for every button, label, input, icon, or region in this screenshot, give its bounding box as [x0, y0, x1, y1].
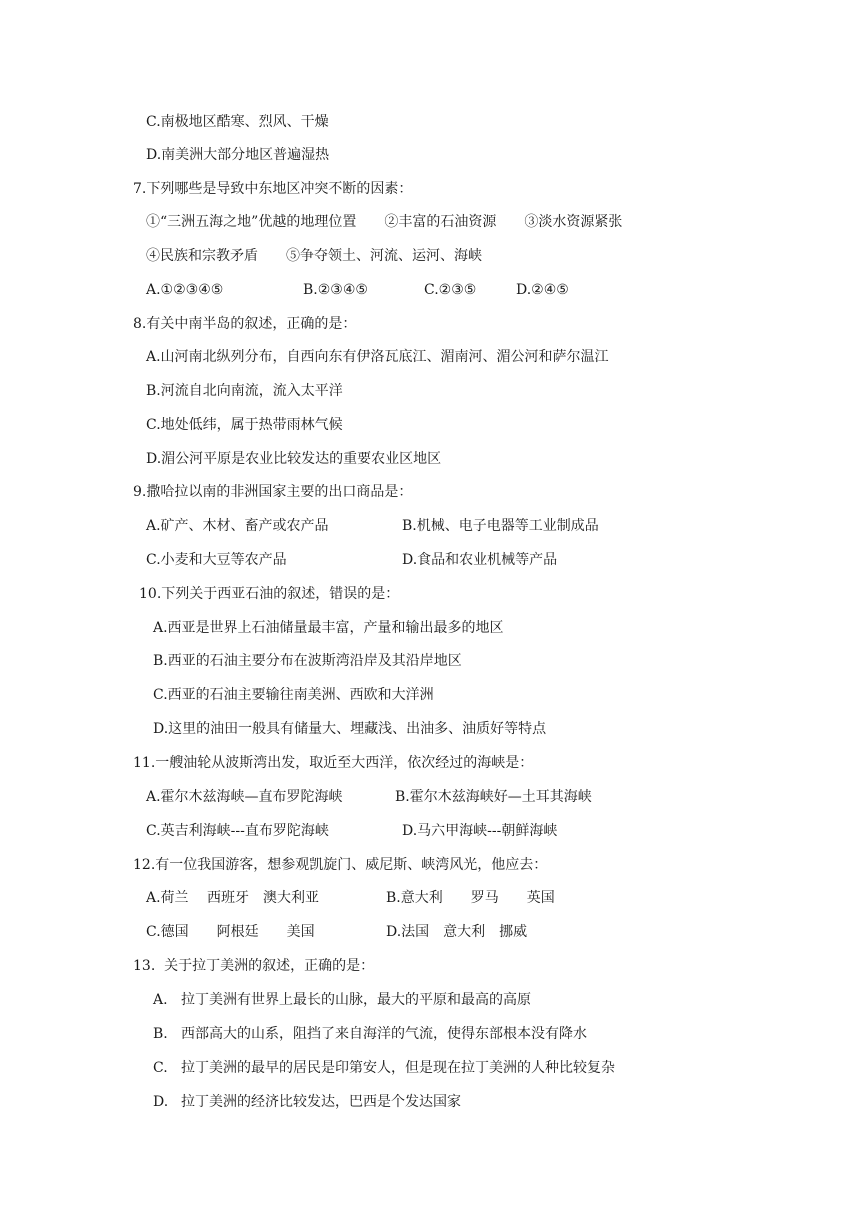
option: A.①②③④⑤: [146, 282, 224, 298]
option: A.荷兰 西班牙 澳大利亚: [146, 890, 320, 906]
option: B.机械、电子电器等工业制成品: [402, 518, 599, 534]
text-line: ①“三洲五海之地”优越的地理位置 ②丰富的石油资源 ③淡水资源紧张: [146, 214, 623, 230]
option: B.意大利 罗马 英国: [386, 890, 555, 906]
option-letter: B.: [153, 1026, 168, 1042]
question-9-stem: 9.撒哈拉以南的非洲国家主要的出口商品是：: [133, 484, 413, 500]
option: C.小麦和大豆等农产品: [146, 552, 287, 568]
option: B.河流自北向南流，流入太平洋: [146, 383, 343, 399]
question-12-stem: 12.有一位我国游客，想参观凯旋门、威尼斯、峡湾风光，他应去：: [133, 857, 548, 873]
option: 拉丁美洲的经济比较发达，巴西是个发达国家: [181, 1094, 461, 1110]
question-7-stem: 7.下列哪些是导致中东地区冲突不断的因素：: [133, 181, 413, 197]
option-letter: C.: [153, 1060, 168, 1076]
option: B.②③④⑤: [303, 282, 368, 298]
option: A.霍尔木兹海峡—直布罗陀海峡: [146, 789, 343, 805]
option: 拉丁美洲的最早的居民是印第安人，但是现在拉丁美洲的人种比较复杂: [181, 1060, 615, 1076]
option: B.西亚的石油主要分布在波斯湾沿岸及其沿岸地区: [153, 653, 462, 669]
option: C.西亚的石油主要输往南美洲、西欧和大洋洲: [153, 687, 434, 703]
option: C.②③⑤: [424, 282, 477, 298]
option: D.马六甲海峡---朝鲜海峡: [402, 823, 558, 839]
option: C.英吉利海峡---直布罗陀海峡: [146, 823, 329, 839]
question-10-stem: 10.下列关于西亚石油的叙述，错误的是：: [139, 586, 400, 602]
option-letter: D.: [153, 1094, 169, 1110]
option: D.食品和农业机械等产品: [402, 552, 558, 568]
option: B.霍尔木兹海峡好—土耳其海峡: [395, 789, 592, 805]
option: 西部高大的山系，阻挡了来自海洋的气流，使得东部根本没有降水: [181, 1026, 587, 1042]
question-11-stem: 11.一艘油轮从波斯湾出发，取近至大西洋，依次经过的海峡是：: [133, 755, 534, 771]
option: D.②④⑤: [516, 282, 569, 298]
option: A.山河南北纵列分布，自西向东有伊洛瓦底江、湄南河、湄公河和萨尔温江: [146, 349, 609, 365]
question-13-stem: 13. 关于拉丁美洲的叙述，正确的是：: [133, 958, 375, 974]
option: D.这里的油田一般具有储量大、埋藏浅、出油多、油质好等特点: [153, 721, 547, 737]
text-line: ④民族和宗教矛盾 ⑤争夺领土、河流、运河、海峡: [146, 248, 482, 264]
option: D.湄公河平原是农业比较发达的重要农业区地区: [146, 451, 442, 467]
question-8-stem: 8.有关中南半岛的叙述，正确的是：: [133, 316, 357, 332]
text-line: C.南极地区酷寒、烈风、干燥: [146, 114, 329, 130]
option: C.地处低纬，属于热带雨林气候: [146, 417, 343, 433]
option-letter: A.: [153, 992, 168, 1008]
option: A.矿产、木材、畜产或农产品: [146, 518, 329, 534]
option: 拉丁美洲有世界上最长的山脉，最大的平原和最高的高原: [181, 992, 531, 1008]
option: D.法国 意大利 挪威: [386, 924, 528, 940]
option: A.西亚是世界上石油储量最丰富，产量和输出最多的地区: [153, 620, 504, 636]
text-line: D.南美洲大部分地区普遍湿热: [146, 147, 330, 163]
option: C.德国 阿根廷 美国: [146, 924, 315, 940]
option-row: [153, 1092, 461, 1172]
